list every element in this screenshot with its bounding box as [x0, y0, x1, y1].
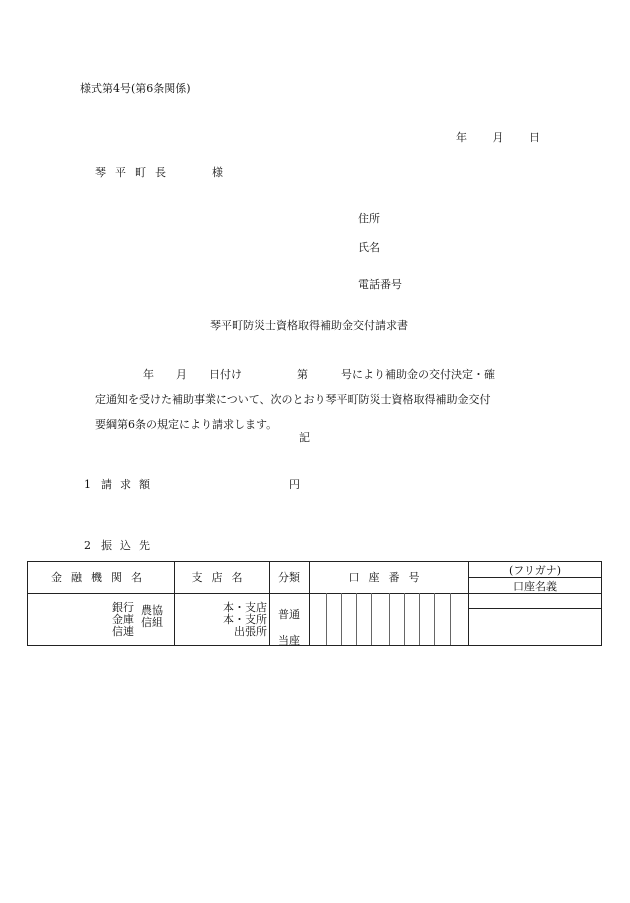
header-holder: 口座名義	[513, 580, 557, 593]
digit-divider	[371, 593, 372, 645]
phone-label: 電話番号	[358, 278, 402, 291]
branch-types	[209, 602, 267, 638]
body-line-1: 年 月 日付け 第 号により補助金の交付決定・確	[143, 368, 495, 381]
digit-divider	[356, 593, 357, 645]
digit-divider	[434, 593, 435, 645]
digit-divider	[450, 593, 451, 645]
address-label: 住所	[358, 212, 380, 225]
kana-divider	[468, 577, 602, 578]
header-kana: (フリガナ)	[508, 564, 562, 577]
digit-divider	[404, 593, 405, 645]
table-header-divider	[28, 593, 601, 594]
form-number: 様式第4号(第6条関係)	[80, 82, 191, 95]
kind-toza: 当座	[278, 634, 300, 647]
branch-type-shisho: 本・支所	[223, 613, 267, 626]
digit-divider	[341, 593, 342, 645]
section1-number: 1	[84, 478, 91, 491]
body-line-3: 要綱第6条の規定により請求します。	[95, 418, 278, 431]
date-line: 年 月 日	[456, 131, 540, 144]
section2-label: 振込先	[101, 539, 158, 552]
section2-number: 2	[84, 539, 91, 552]
bank-types-right	[141, 605, 181, 629]
bank-type-ginko: 銀行	[112, 601, 134, 614]
digit-divider	[419, 593, 420, 645]
header-branch: 支店名	[191, 571, 252, 584]
digit-divider	[389, 593, 390, 645]
bank-type-nokyo: 農協	[141, 604, 163, 617]
bank-type-shinren: 信連	[112, 625, 134, 638]
holder-divider	[468, 608, 602, 609]
transfer-table	[27, 561, 602, 646]
account-kinds	[269, 602, 309, 654]
document-title: 琴平町防災士資格取得補助金交付請求書	[210, 319, 408, 332]
body-text	[95, 362, 515, 437]
header-bank: 金融機関名	[51, 571, 151, 584]
body-line-2: 定通知を受けた補助事業について、次のとおり琴平町防災士資格取得補助金交付	[95, 393, 491, 406]
kind-futsu: 普通	[278, 608, 300, 621]
section1-label: 請求額	[101, 478, 158, 491]
bank-type-shinso: 信組	[141, 616, 163, 629]
addressee: 琴平町長	[95, 166, 175, 179]
ki-mark: 記	[299, 431, 310, 444]
branch-type-shutchojo: 出張所	[234, 625, 267, 638]
header-kind: 分類	[278, 571, 300, 584]
branch-type-shiten: 本・支店	[223, 601, 267, 614]
yen-unit: 円	[289, 478, 300, 491]
bank-type-kinko: 金庫	[112, 613, 134, 626]
name-label: 氏名	[358, 241, 380, 254]
bank-types-left	[94, 602, 134, 638]
digit-divider	[326, 593, 327, 645]
header-account: 口座番号	[348, 571, 429, 584]
addressee-honorific: 様	[212, 166, 223, 179]
